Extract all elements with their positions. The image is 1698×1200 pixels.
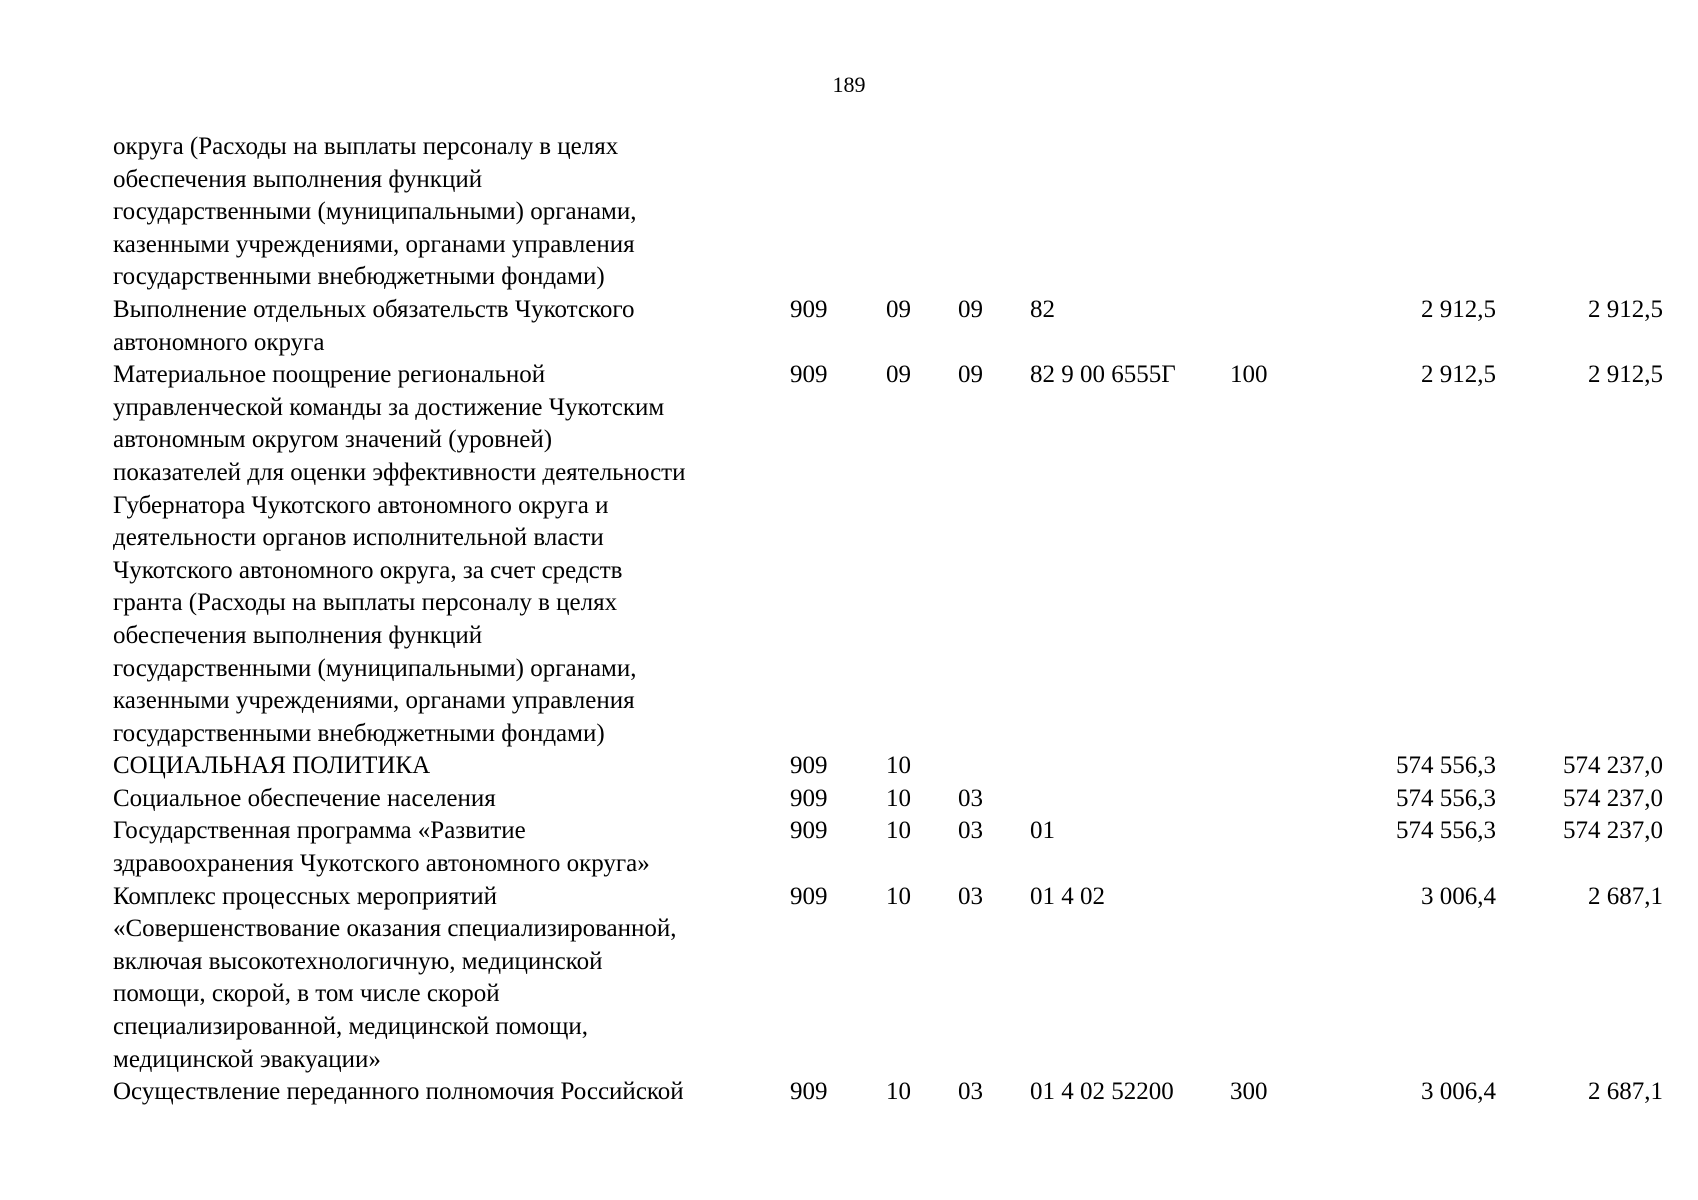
- row-subsection: 09: [958, 361, 983, 389]
- row-sum-2: 574 237,0: [1563, 752, 1663, 780]
- row-target-article: 01 4 02: [1030, 882, 1105, 910]
- table-row: [113, 881, 1663, 1077]
- row-sum-2: [1496, 131, 1663, 294]
- row-section: 09: [886, 361, 911, 389]
- row-sum-2: 574 237,0: [1563, 817, 1663, 845]
- row-sum-1: 2 912,5: [1421, 361, 1496, 389]
- row-grbs: 909: [790, 295, 828, 323]
- table-row: [113, 783, 1663, 816]
- row-name: СОЦИАЛЬНАЯ ПОЛИТИКА: [113, 752, 431, 780]
- row-expense-type: [1230, 815, 1320, 880]
- row-subsection: 03: [958, 1078, 983, 1106]
- row-target-article: 82: [1030, 295, 1055, 323]
- row-sum-1: 3 006,4: [1421, 1078, 1496, 1106]
- row-name: Материальное поощрение региональной управленческой команды за достижение Чукотским автономным округом значений (уровней) показателей для оценки эффективности деятельности Губернатора Чукотского автономного округа и деятельности органов исполнительной власти Чукотского автономного округа, за счет средств гранта (Расходы на выплаты персоналу в целях обеспечения выполнения функций государственными (муниципальными) органами, казенными учреждениями, органами управления государственными внебюджетными фондами): [113, 361, 686, 747]
- row-target-article: [1030, 750, 1230, 783]
- row-name: Государственная программа «Развитие здравоохранения Чукотского автономного округа»: [113, 817, 650, 878]
- row-expense-type: 100: [1230, 361, 1268, 389]
- row-section: 10: [886, 817, 911, 845]
- row-expense-type: 300: [1230, 1078, 1268, 1106]
- row-grbs: 909: [790, 882, 828, 910]
- row-expense-type: [1230, 783, 1320, 816]
- row-name: Осуществление переданного полномочия Российской: [113, 1078, 684, 1106]
- row-grbs: 909: [790, 784, 828, 812]
- row-target-article: 01 4 02 52200: [1030, 1078, 1174, 1106]
- row-sum-2: 2 687,1: [1588, 882, 1663, 910]
- row-target-article: 82 9 00 6555Г: [1030, 361, 1176, 389]
- row-section: 10: [886, 784, 911, 812]
- row-expense-type: [1230, 294, 1320, 359]
- table-row: [113, 1076, 1663, 1109]
- row-sum-1: 3 006,4: [1421, 882, 1496, 910]
- table-row: [113, 294, 1663, 359]
- row-target-article: 01: [1030, 817, 1055, 845]
- row-grbs: [790, 131, 886, 294]
- table-row: [113, 359, 1663, 750]
- row-grbs: 909: [790, 361, 828, 389]
- row-sum-2: 2 912,5: [1588, 361, 1663, 389]
- row-target-article: [1030, 131, 1230, 294]
- row-sum-2: 2 912,5: [1588, 295, 1663, 323]
- budget-table: [113, 131, 1663, 1109]
- row-expense-type: [1230, 131, 1320, 294]
- row-grbs: 909: [790, 817, 828, 845]
- row-subsection: 03: [958, 817, 983, 845]
- row-name: Социальное обеспечение населения: [113, 784, 496, 812]
- row-grbs: 909: [790, 752, 828, 780]
- page-number: 189: [832, 72, 866, 97]
- row-grbs: 909: [790, 1078, 828, 1106]
- row-sum-2: 2 687,1: [1588, 1078, 1663, 1106]
- row-subsection: 03: [958, 784, 983, 812]
- row-expense-type: [1230, 881, 1320, 1077]
- row-sum-1: 574 556,3: [1396, 784, 1496, 812]
- row-sum-1: [1320, 131, 1496, 294]
- row-subsection: [958, 131, 1030, 294]
- row-target-article: [1030, 783, 1230, 816]
- row-subsection: 03: [958, 882, 983, 910]
- row-subsection: 09: [958, 295, 983, 323]
- table-row: [113, 750, 1663, 783]
- row-section: 10: [886, 1078, 911, 1106]
- row-name: Комплекс процессных мероприятий «Совершенствование оказания специализированной, включая высокотехнологичную, медицинской помощи, скорой, в том числе скорой специализированной, медицинской помощи, медицинской эвакуации»: [113, 882, 677, 1073]
- row-sum-1: 574 556,3: [1396, 752, 1496, 780]
- row-section: 10: [886, 752, 911, 780]
- row-name: Выполнение отдельных обязательств Чукотского автономного округа: [113, 295, 635, 356]
- row-expense-type: [1230, 750, 1320, 783]
- row-section: 09: [886, 295, 911, 323]
- row-section: [886, 131, 958, 294]
- row-name: округа (Расходы на выплаты персоналу в целях обеспечения выполнения функций государственными (муниципальными) органами, казенными учреждениями, органами управления государственными внебюджетными фондами): [113, 133, 637, 291]
- row-sum-1: 574 556,3: [1396, 817, 1496, 845]
- row-subsection: [958, 750, 1030, 783]
- row-sum-1: 2 912,5: [1421, 295, 1496, 323]
- table-row: [113, 131, 1663, 294]
- row-section: 10: [886, 882, 911, 910]
- table-row: [113, 815, 1663, 880]
- row-sum-2: 574 237,0: [1563, 784, 1663, 812]
